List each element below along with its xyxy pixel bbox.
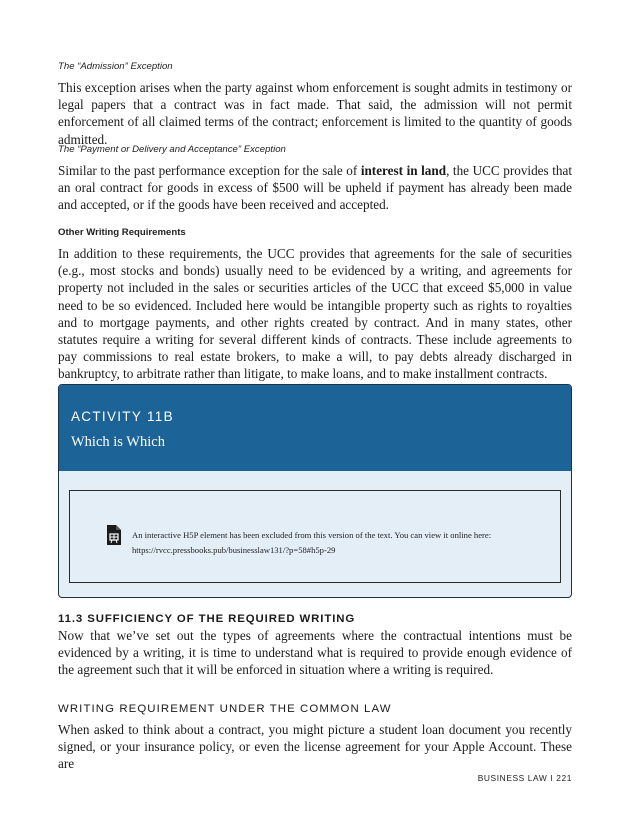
- interest-in-land-term: interest in land: [360, 163, 447, 178]
- activity-header: [59, 385, 571, 471]
- payment-exception-heading: The “Payment or Delivery and Acceptance” Exception: [58, 144, 286, 155]
- activity-label: ACTIVITY 11B: [71, 409, 174, 424]
- other-requirements-paragraph: In addition to these requirements, the UCC provides that agreements for the sale of securities (e.g., most stocks and bonds) usually need to be evidenced by a writing, and agreements for property not included in the sales or securities articles of the UCC that exceed $5,000 in value need to be so evidenced. Included here would be intangible property such as rights to royalties and to mortgage payments, and other rights created by contract. And in many states, other statutes require a writing for several different kinds of contracts. These include agreements to pay commissions to real estate brokers, to make a will, to pay debts already discharged in bankruptcy, to arbitrate rather than litigate, to make loans, and to make installment contracts.: [58, 246, 572, 382]
- payment-text-before: Similar to the past performance exception for the sale of: [58, 163, 361, 178]
- payment-text-after: , the UCC provides that an oral contract for goods in excess of $500 will be upheld if payment has already been made and accepted, or if the goods have been received and accepted.: [58, 163, 572, 213]
- activity-box: [58, 384, 572, 598]
- h5p-notice-link[interactable]: https://rvcc.pressbooks.pub/businesslaw131/?p=58#h5p-29: [132, 545, 336, 555]
- activity-title: Which is Which: [71, 434, 165, 450]
- other-requirements-heading: Other Writing Requirements: [58, 227, 186, 238]
- section-paragraph: Now that we’ve set out the types of agreements where the contractual intentions must be evidenced by a writing, it is time to understand what is required to provide enough evidence of the agreement such that it will be enforced in situation where a writing is required.: [58, 628, 572, 678]
- page-footer: BUSINESS LAW I 221: [477, 773, 572, 783]
- h5p-icon: [106, 524, 122, 546]
- admission-exception-heading: The “Admission” Exception: [58, 61, 173, 72]
- common-law-heading: WRITING REQUIREMENT UNDER THE COMMON LAW: [58, 703, 392, 715]
- admission-exception-paragraph: This exception arises when the party against whom enforcement is sought admits in testimony or legal papers that a contract was in fact made. That said, the admission will not permit enforcement of all claimed terms of the contract; enforcement is limited to the quantity of goods admitted.: [58, 80, 572, 147]
- h5p-notice-box: [69, 490, 561, 583]
- h5p-notice-line: An interactive H5P element has been excluded from this version of the text. You can view it online here:: [132, 530, 492, 540]
- common-law-paragraph: When asked to think about a contract, you might picture a student loan document you recently signed, or your insurance policy, or even the license agreement for your Apple Account. These are: [58, 722, 572, 772]
- section-heading: 11.3 SUFFICIENCY OF THE REQUIRED WRITING: [58, 613, 356, 625]
- payment-exception-paragraph: [58, 162, 572, 214]
- h5p-notice-text: [132, 528, 542, 558]
